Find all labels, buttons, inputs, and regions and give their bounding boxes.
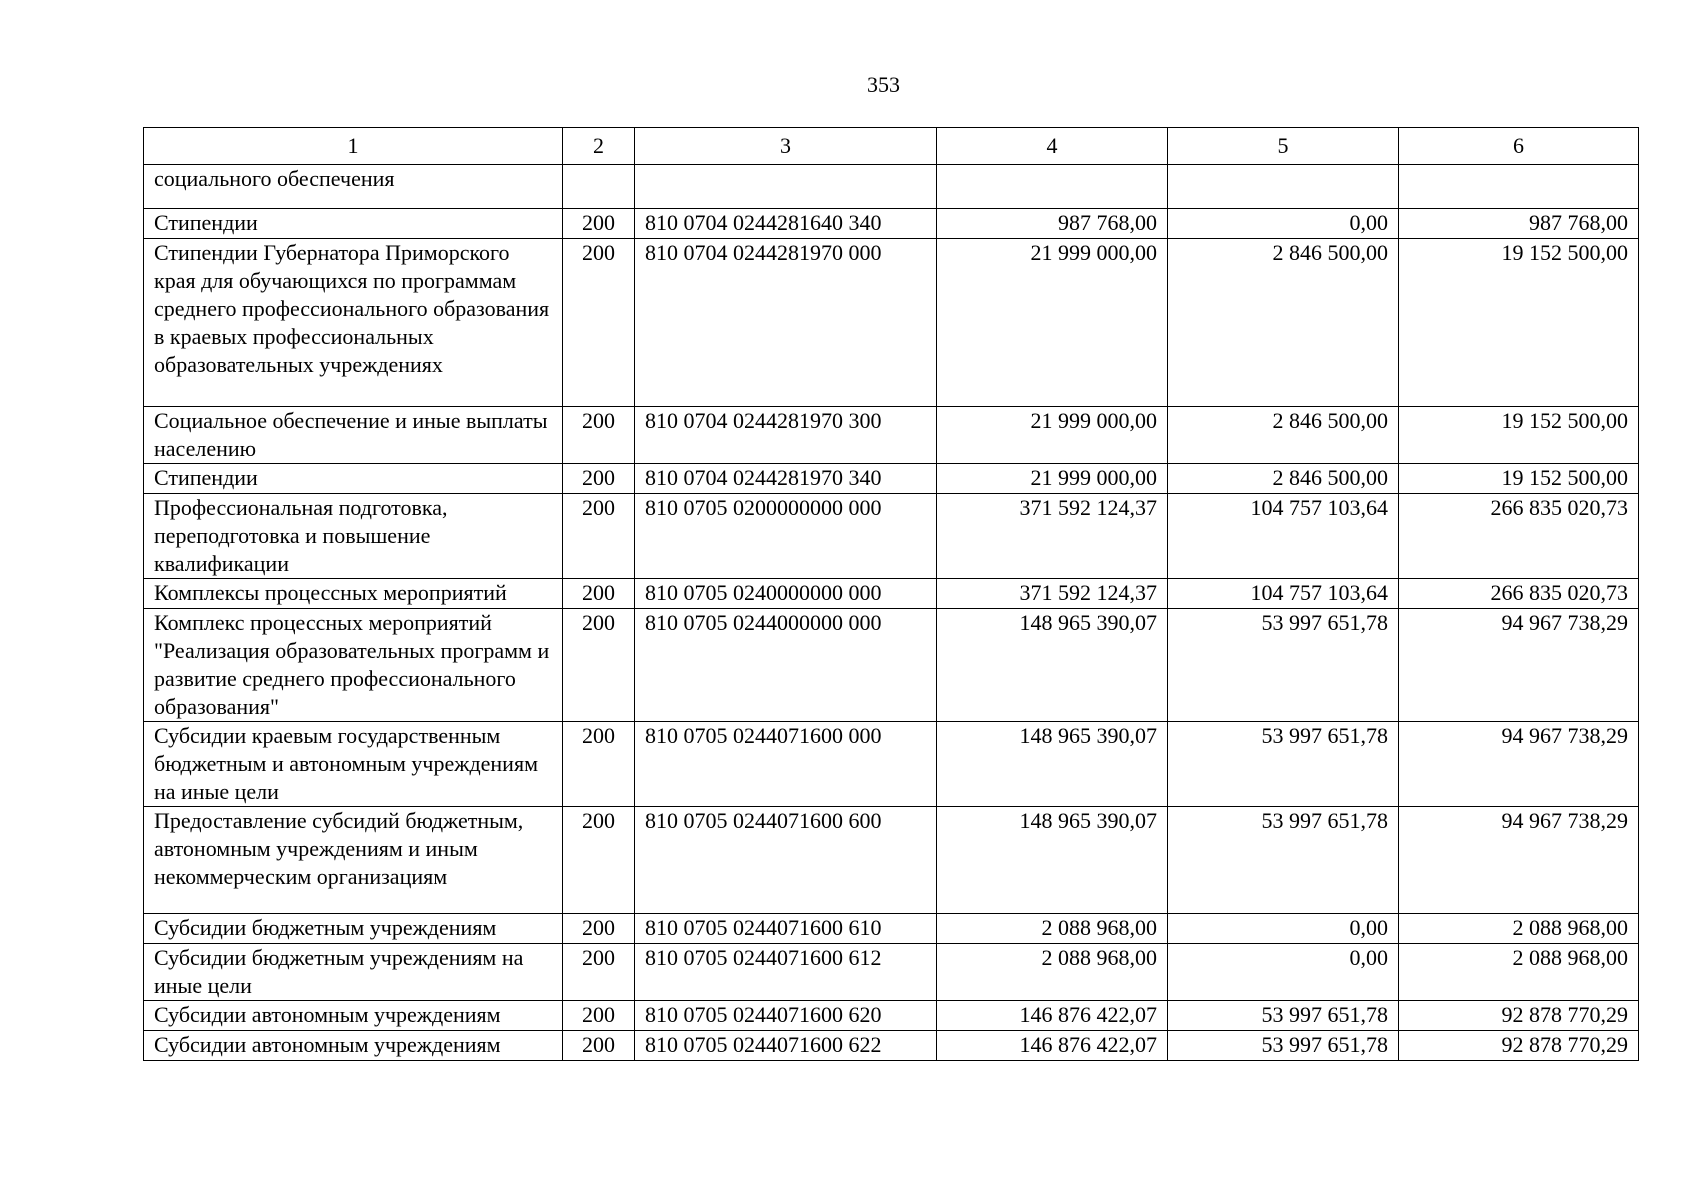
table-row — [144, 165, 1639, 209]
row-amount-col4: 371 592 124,37 — [937, 494, 1168, 579]
row-amount-col6: 19 152 500,00 — [1399, 407, 1639, 464]
row-admin-code: 200 — [563, 944, 635, 1001]
row-name: Профессиональная подготовка, переподготовка и повышение квалификации — [144, 494, 563, 579]
row-amount-col5: 0,00 — [1168, 209, 1399, 239]
row-name: Субсидии бюджетным учреждениям на иные цели — [144, 944, 563, 1001]
row-budget-code: 810 0704 0244281970 340 — [635, 464, 937, 494]
row-admin-code: 200 — [563, 464, 635, 494]
row-admin-code: 200 — [563, 579, 635, 609]
row-admin-code: 200 — [563, 1001, 635, 1031]
row-amount-col4: 2 088 968,00 — [937, 944, 1168, 1001]
column-header: 1 — [144, 128, 563, 165]
row-budget-code: 810 0705 0244071600 622 — [635, 1031, 937, 1061]
header-row — [144, 128, 1639, 165]
column-header: 2 — [563, 128, 635, 165]
row-amount-col4: 21 999 000,00 — [937, 407, 1168, 464]
row-amount-col5 — [1168, 165, 1399, 209]
row-amount-col5: 2 846 500,00 — [1168, 239, 1399, 407]
row-budget-code: 810 0705 0244071600 000 — [635, 722, 937, 807]
row-name: Субсидии краевым государственным бюджетным и автономным учреждениям на иные цели — [144, 722, 563, 807]
row-admin-code — [563, 165, 635, 209]
row-budget-code: 810 0704 0244281970 300 — [635, 407, 937, 464]
table-row — [144, 914, 1639, 944]
row-amount-col5: 53 997 651,78 — [1168, 722, 1399, 807]
row-budget-code: 810 0705 0244000000 000 — [635, 609, 937, 722]
row-amount-col4 — [937, 165, 1168, 209]
row-name: Субсидии бюджетным учреждениям — [144, 914, 563, 944]
row-budget-code: 810 0705 0240000000 000 — [635, 579, 937, 609]
page-number: 353 — [867, 72, 900, 97]
row-name: Стипендии — [144, 464, 563, 494]
row-budget-code: 810 0705 0244071600 600 — [635, 807, 937, 914]
row-name: Стипендии Губернатора Приморского края для обучающихся по программам среднего профессионального образования в краевых профессиональных образовательных учреждениях — [144, 239, 563, 407]
row-admin-code: 200 — [563, 407, 635, 464]
row-amount-col5: 0,00 — [1168, 914, 1399, 944]
row-amount-col5: 2 846 500,00 — [1168, 464, 1399, 494]
row-amount-col5: 53 997 651,78 — [1168, 807, 1399, 914]
row-amount-col5: 53 997 651,78 — [1168, 1031, 1399, 1061]
table-row — [144, 239, 1639, 407]
table-row — [144, 722, 1639, 807]
row-amount-col4: 148 965 390,07 — [937, 807, 1168, 914]
column-header: 4 — [937, 128, 1168, 165]
row-amount-col6 — [1399, 165, 1639, 209]
row-budget-code: 810 0705 0244071600 610 — [635, 914, 937, 944]
column-header: 3 — [635, 128, 937, 165]
table-row — [144, 807, 1639, 914]
table-row — [144, 494, 1639, 579]
row-budget-code: 810 0705 0244071600 612 — [635, 944, 937, 1001]
row-amount-col6: 94 967 738,29 — [1399, 722, 1639, 807]
table-row — [144, 609, 1639, 722]
row-name: Комплекс процессных мероприятий "Реализация образовательных программ и развитие среднего профессионального образования" — [144, 609, 563, 722]
row-amount-col4: 371 592 124,37 — [937, 579, 1168, 609]
row-amount-col5: 104 757 103,64 — [1168, 494, 1399, 579]
table-row — [144, 407, 1639, 464]
row-admin-code: 200 — [563, 722, 635, 807]
row-amount-col4: 146 876 422,07 — [937, 1031, 1168, 1061]
row-budget-code: 810 0704 0244281640 340 — [635, 209, 937, 239]
row-amount-col4: 2 088 968,00 — [937, 914, 1168, 944]
row-amount-col4: 148 965 390,07 — [937, 609, 1168, 722]
row-admin-code: 200 — [563, 609, 635, 722]
row-name: Предоставление субсидий бюджетным, автономным учреждениям и иным некоммерческим организациям — [144, 807, 563, 914]
row-amount-col6: 19 152 500,00 — [1399, 239, 1639, 407]
row-amount-col6: 19 152 500,00 — [1399, 464, 1639, 494]
row-budget-code: 810 0704 0244281970 000 — [635, 239, 937, 407]
row-amount-col6: 94 967 738,29 — [1399, 609, 1639, 722]
row-admin-code: 200 — [563, 209, 635, 239]
row-amount-col6: 987 768,00 — [1399, 209, 1639, 239]
row-admin-code: 200 — [563, 239, 635, 407]
row-name: Комплексы процессных мероприятий — [144, 579, 563, 609]
row-amount-col4: 21 999 000,00 — [937, 464, 1168, 494]
row-amount-col6: 266 835 020,73 — [1399, 494, 1639, 579]
budget-table — [143, 127, 1639, 1061]
table-row — [144, 944, 1639, 1001]
row-budget-code: 810 0705 0244071600 620 — [635, 1001, 937, 1031]
column-header: 5 — [1168, 128, 1399, 165]
table-row — [144, 464, 1639, 494]
row-amount-col5: 53 997 651,78 — [1168, 609, 1399, 722]
row-amount-col5: 2 846 500,00 — [1168, 407, 1399, 464]
table-body — [144, 165, 1639, 1061]
row-budget-code: 810 0705 0200000000 000 — [635, 494, 937, 579]
table-row — [144, 1031, 1639, 1061]
row-amount-col4: 987 768,00 — [937, 209, 1168, 239]
row-amount-col6: 94 967 738,29 — [1399, 807, 1639, 914]
row-amount-col4: 146 876 422,07 — [937, 1001, 1168, 1031]
table-row — [144, 579, 1639, 609]
row-admin-code: 200 — [563, 914, 635, 944]
row-name: Субсидии автономным учреждениям — [144, 1031, 563, 1061]
row-amount-col5: 53 997 651,78 — [1168, 1001, 1399, 1031]
row-admin-code: 200 — [563, 494, 635, 579]
table-row — [144, 1001, 1639, 1031]
row-admin-code: 200 — [563, 807, 635, 914]
row-amount-col4: 21 999 000,00 — [937, 239, 1168, 407]
row-amount-col6: 92 878 770,29 — [1399, 1001, 1639, 1031]
row-amount-col6: 266 835 020,73 — [1399, 579, 1639, 609]
row-amount-col6: 2 088 968,00 — [1399, 914, 1639, 944]
table-row — [144, 209, 1639, 239]
row-amount-col6: 92 878 770,29 — [1399, 1031, 1639, 1061]
row-amount-col5: 104 757 103,64 — [1168, 579, 1399, 609]
column-header: 6 — [1399, 128, 1639, 165]
row-admin-code: 200 — [563, 1031, 635, 1061]
row-amount-col5: 0,00 — [1168, 944, 1399, 1001]
row-name: Социальное обеспечение и иные выплаты населению — [144, 407, 563, 464]
row-name: социального обеспечения — [144, 165, 563, 209]
row-name: Стипендии — [144, 209, 563, 239]
row-budget-code — [635, 165, 937, 209]
row-amount-col4: 148 965 390,07 — [937, 722, 1168, 807]
row-amount-col6: 2 088 968,00 — [1399, 944, 1639, 1001]
row-name: Субсидии автономным учреждениям — [144, 1001, 563, 1031]
